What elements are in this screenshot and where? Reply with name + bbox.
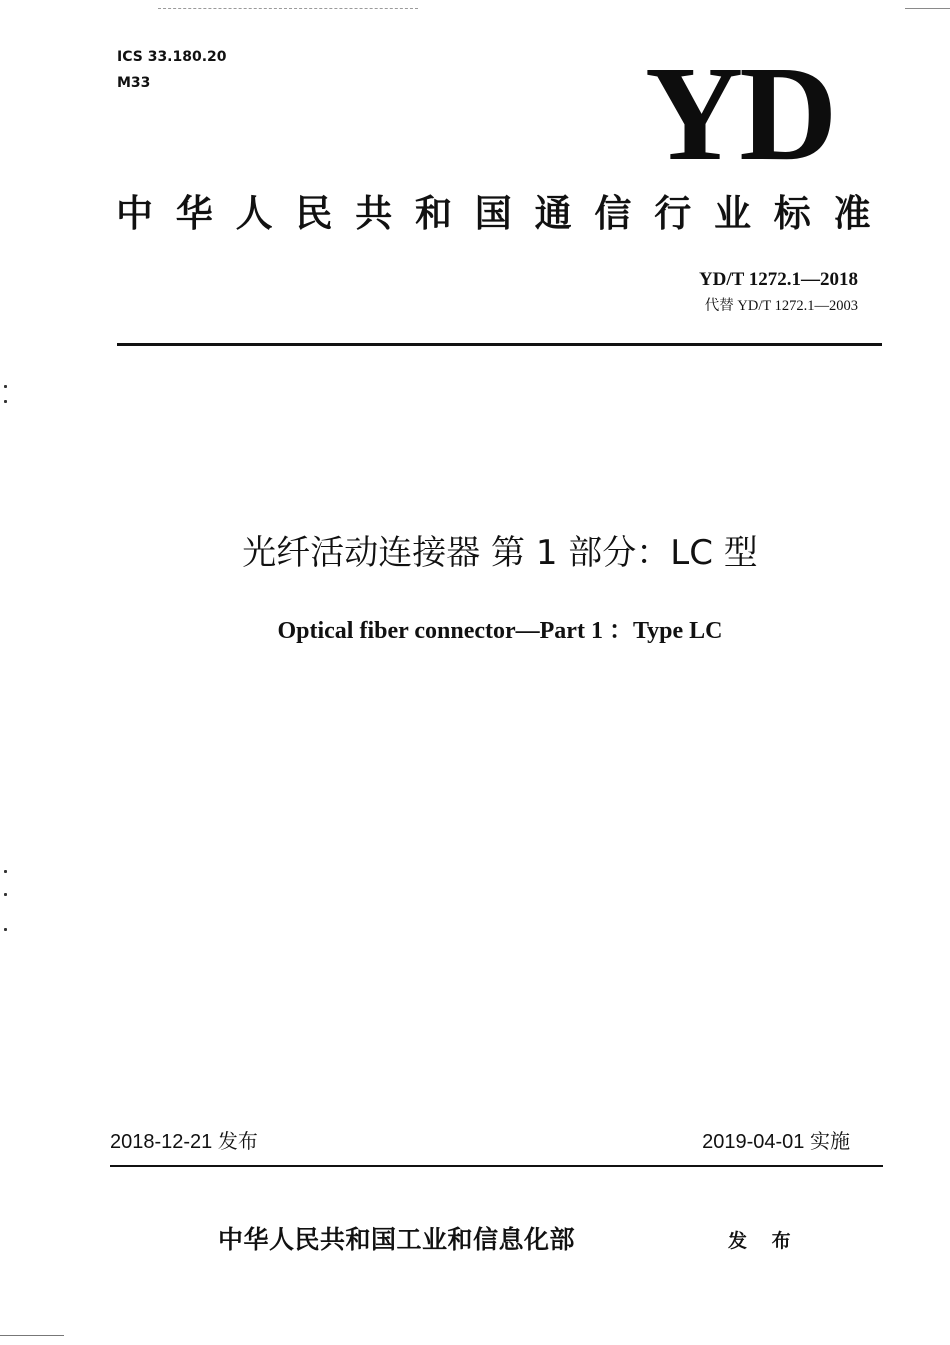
scan-speck	[4, 385, 7, 388]
scan-mark-top-right	[905, 8, 950, 9]
issuing-authority: 中华人民共和国工业和信息化部	[218, 1225, 576, 1254]
ics-code: ICS 33.180.20	[117, 49, 227, 65]
scan-mark-bottom	[0, 1335, 64, 1336]
scan-speck	[4, 400, 7, 403]
classification-code: M33	[117, 75, 151, 91]
document-title-chinese: 光纤活动连接器 第 1 部分：LC 型	[242, 533, 758, 573]
publish-label: 发 布	[728, 1230, 800, 1252]
yd-logo: YD	[645, 39, 834, 189]
replaced-standard: 代替 YD/T 1272.1—2003	[704, 298, 858, 314]
implementation-date: 2019-04-01 实施	[702, 1131, 850, 1153]
header-divider	[117, 343, 882, 346]
issue-date: 2018-12-21 发布	[110, 1131, 258, 1153]
scan-speck	[4, 893, 7, 896]
standard-category-title: 中华人民共和国通信行业标准	[116, 192, 894, 235]
scan-speck	[4, 928, 7, 931]
scan-speck	[4, 870, 7, 873]
scan-mark-top	[158, 8, 418, 9]
standard-number: YD/T 1272.1—2018	[698, 269, 858, 290]
footer-divider	[110, 1165, 883, 1167]
document-title-english: Optical fiber connector—Part 1 ：Type LC	[277, 618, 723, 644]
